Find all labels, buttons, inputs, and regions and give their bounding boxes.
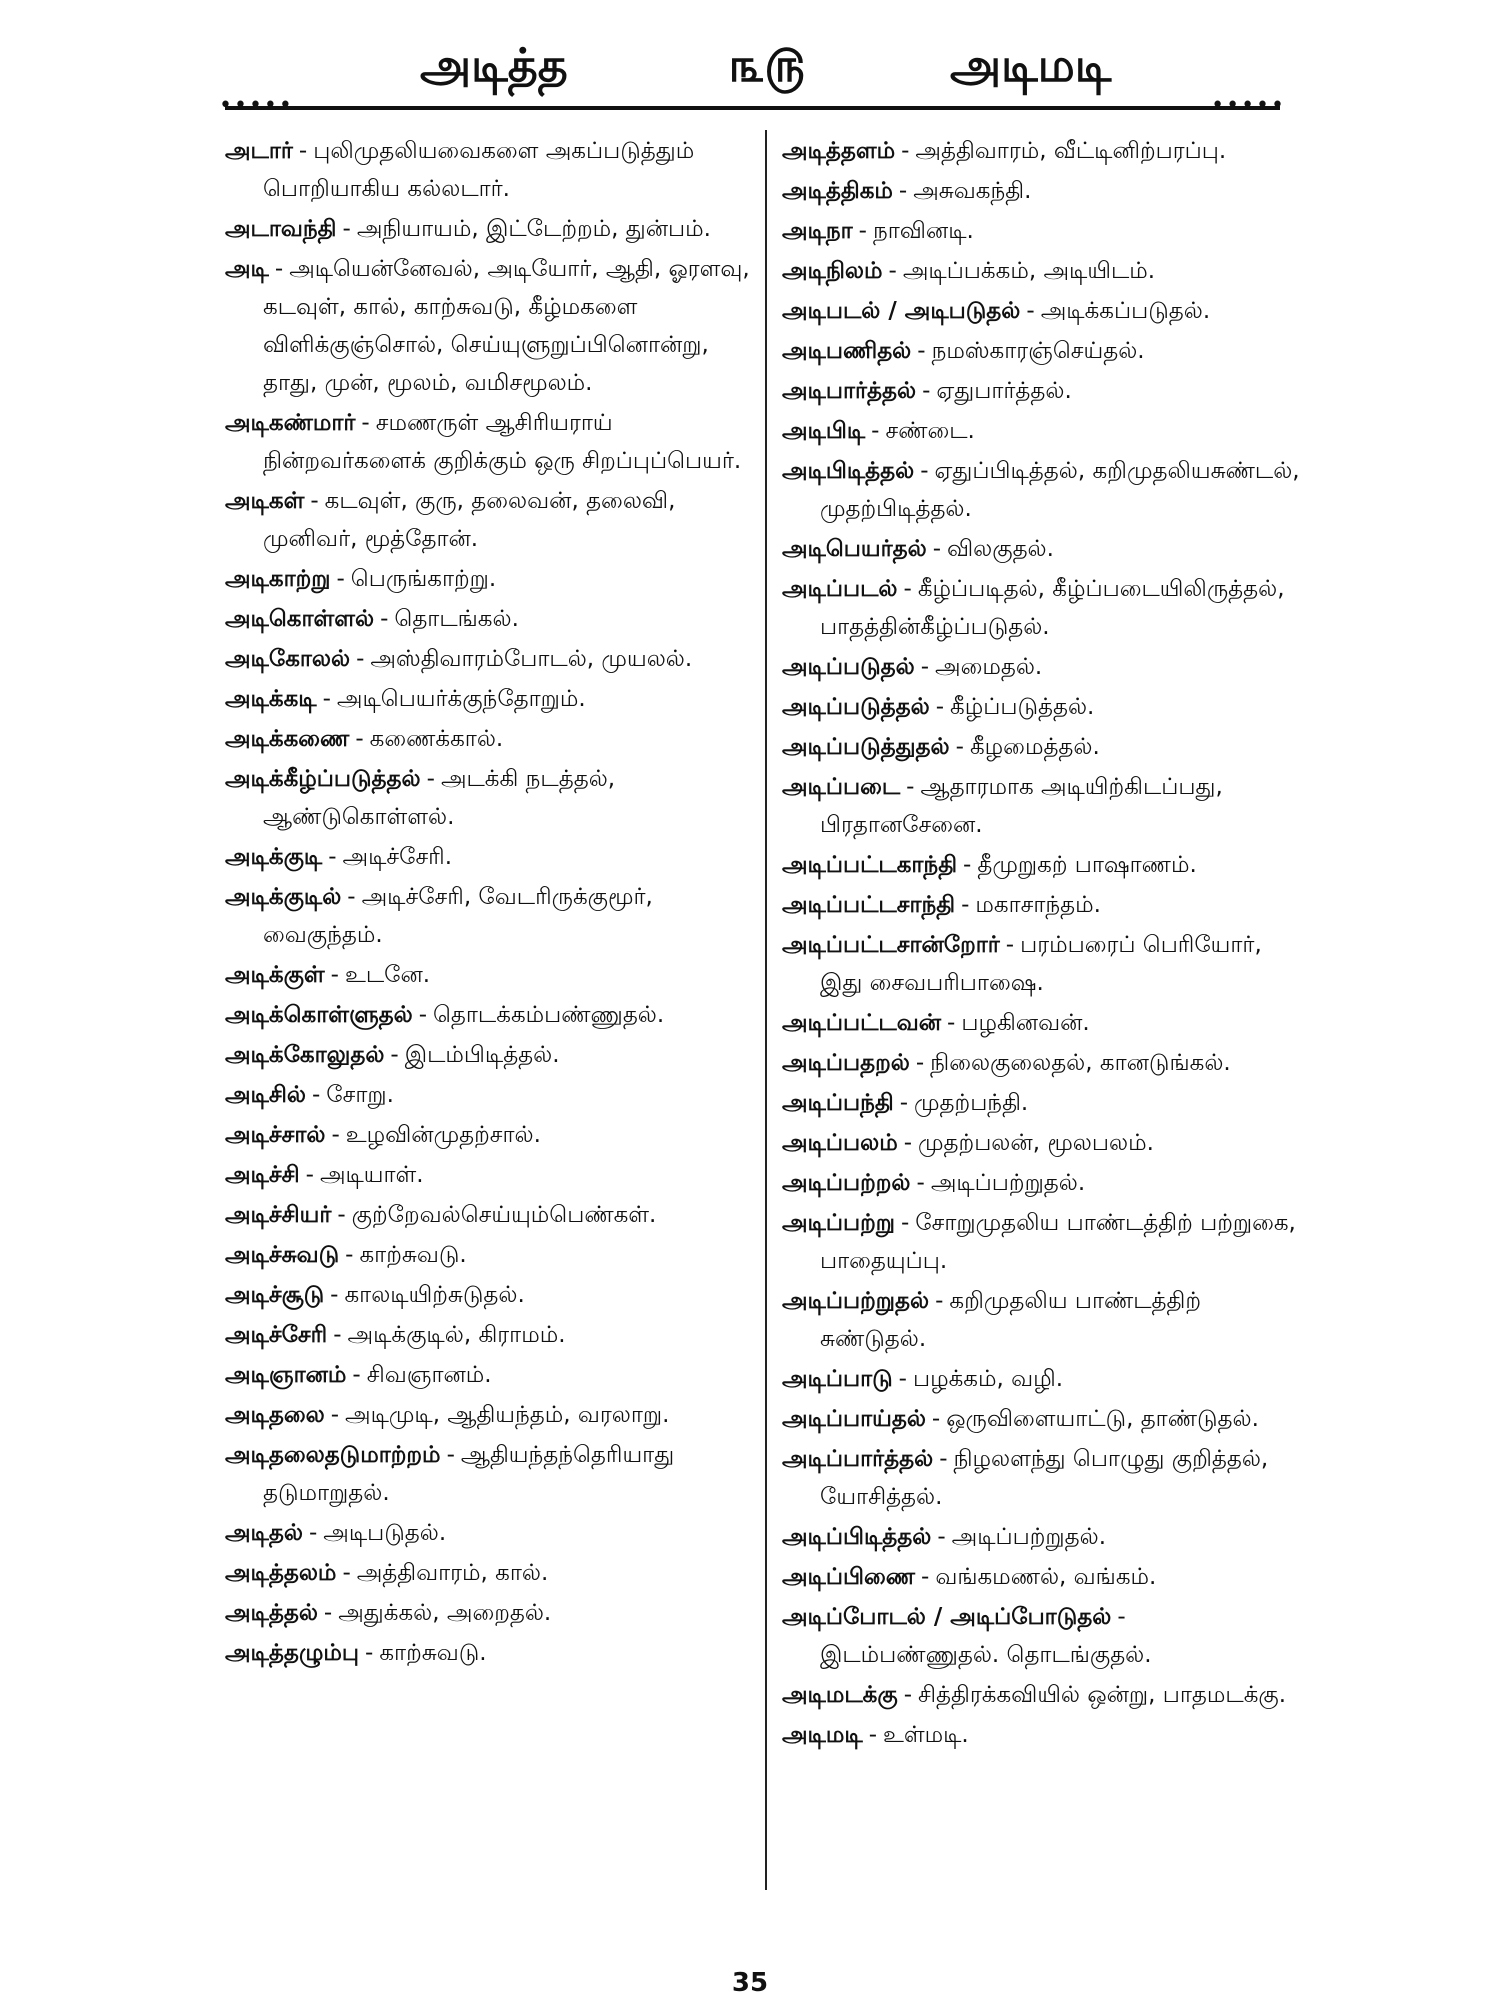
separator: - (858, 218, 867, 244)
definition: அத்திவாரம், கால். (356, 1560, 549, 1586)
separator: - (888, 258, 897, 284)
dictionary-entry (225, 1156, 750, 1194)
dictionary-entry (225, 250, 750, 402)
separator: - (900, 1210, 910, 1236)
headword: அடிப்படை (782, 774, 901, 800)
dictionary-entry (225, 1076, 750, 1114)
definition: அடிச்சேரி. (342, 844, 453, 870)
headword: அடிதலைதடுமாற்றம் (225, 1442, 441, 1468)
dictionary-entry (225, 1356, 750, 1394)
separator: - (336, 566, 345, 592)
column-divider (765, 130, 767, 1890)
dictionary-entry (782, 1598, 1302, 1674)
separator: - (418, 1002, 428, 1028)
definition: ஆதாரமாக அடியிற்கிடப்பது, பிரதானசேனை. (820, 774, 1223, 838)
headword: அடிச்சேரி (225, 1322, 328, 1348)
definition: கீழ்ப்படிதல், கீழ்ப்படையிலிருத்தல், பாதத்தின்கீழ்ப்படுதல். (820, 576, 1285, 640)
dictionary-entry (225, 1316, 750, 1354)
definition: ஆதியந்தந்தெரியாது தடுமாறுதல். (263, 1442, 675, 1506)
definition: நிலைகுலைதல், கானடுங்கல். (930, 1050, 1231, 1076)
separator: - (903, 576, 912, 602)
dictionary-entry (225, 838, 750, 876)
definition: அடிபெயர்க்குந்தோறும். (336, 686, 586, 712)
headword: அடிப்பட்டகாந்தி (782, 852, 958, 878)
headword: அடித்திகம் (782, 178, 893, 204)
headword: அடிப்பலம் (782, 1130, 898, 1156)
separator: - (274, 256, 284, 282)
dictionary-entry (782, 688, 1302, 726)
separator: - (426, 766, 435, 792)
dictionary-entry (225, 210, 750, 248)
dictionary-entry (225, 1236, 750, 1274)
definition: காற்சுவடு. (379, 1640, 487, 1666)
separator: - (298, 138, 308, 164)
headword: அடிபடல் / அடிபடுதல் (782, 298, 1021, 324)
definition: சோறுமுதலிய பாண்டத்திற் பற்றுகை, பாதையுப்பு. (820, 1210, 1296, 1274)
dictionary-entry (225, 1554, 750, 1592)
headword: அடிப்பற்றுதல் (782, 1288, 930, 1314)
dictionary-entry (782, 372, 1302, 410)
separator: - (935, 694, 944, 720)
headword: அடிப்பாய்தல் (782, 1406, 926, 1432)
headword: அடிப்பட்டவன் (782, 1010, 942, 1036)
dictionary-entry (782, 132, 1302, 170)
definition: கறிமுதலிய பாண்டத்திற் சுண்டுதல். (820, 1288, 1202, 1352)
separator: - (961, 892, 970, 918)
headword: அடிப்பட்டசான்றோர் (782, 932, 1000, 958)
separator: - (328, 844, 337, 870)
definition: அசுவகந்தி. (913, 178, 1032, 204)
headword: அடிச்சுவடு (225, 1242, 340, 1268)
separator: - (931, 1406, 941, 1432)
dictionary-entry (225, 878, 750, 954)
definition: இடம்பிடித்தல். (404, 1042, 560, 1068)
separator: - (955, 734, 964, 760)
headword: அடிப்பிணை (782, 1564, 915, 1590)
definition: காற்சுவடு. (359, 1242, 467, 1268)
definition: ஏதுப்பிடித்தல், கறிமுதலியசுண்டல், முதற்பிடித்தல். (820, 458, 1300, 522)
dictionary-entry (225, 1276, 750, 1314)
separator: - (922, 378, 931, 404)
dictionary-entry (225, 404, 750, 480)
definition: சமணருள் ஆசிரியராய் நின்றவர்களைக் குறிக்கும் ஒரு சிறப்புப்பெயர். (263, 410, 742, 474)
dictionary-entry (782, 1282, 1302, 1358)
headword: அடிக்குடில் (225, 884, 342, 910)
dictionary-entry (782, 1360, 1302, 1398)
headword: அடிப்படல் (782, 576, 898, 602)
headword: அடிக்கோலுதல் (225, 1042, 385, 1068)
headword: அடிகண்மார் (225, 410, 356, 436)
headword: அடிச்சூடு (225, 1282, 325, 1308)
dictionary-entry (225, 640, 750, 678)
separator: - (337, 1202, 346, 1228)
dictionary-entry (225, 956, 750, 994)
header-rule (225, 106, 1280, 110)
separator: - (380, 606, 389, 632)
dictionary-entry (782, 412, 1302, 450)
definition: அதுக்கல், அறைதல். (338, 1600, 552, 1626)
center-mark: ௩௫ (730, 38, 806, 92)
headword: அடிக்குள் (225, 962, 325, 988)
dictionary-entry (782, 1164, 1302, 1202)
dictionary-entry (225, 1634, 750, 1672)
separator: - (935, 1288, 944, 1314)
separator: - (330, 962, 339, 988)
headword: அடிச்சி (225, 1162, 300, 1188)
dictionary-entry (782, 768, 1302, 844)
separator: - (903, 1682, 913, 1708)
headword: அடிப்பட்டசாந்தி (782, 892, 956, 918)
headword: அடிப்படுத்தல் (782, 694, 930, 720)
dictionary-entry (782, 1204, 1302, 1280)
separator: - (1117, 1604, 1126, 1630)
dictionary-entry (782, 1044, 1302, 1082)
headword: அடிப்பதறல் (782, 1050, 910, 1076)
definition: முதற்பலன், மூலபலம். (918, 1130, 1154, 1156)
definition: முதற்பந்தி. (914, 1090, 1029, 1116)
headword: அடிப்போடல் / அடிப்போடுதல் (782, 1604, 1112, 1630)
separator: - (915, 1050, 925, 1076)
separator: - (903, 1130, 913, 1156)
separator: - (390, 1042, 399, 1068)
dictionary-entry (225, 1116, 750, 1154)
separator: - (323, 1600, 333, 1626)
dictionary-entry (782, 1400, 1302, 1438)
separator: - (345, 1242, 354, 1268)
headword: அடிச்சால் (225, 1122, 326, 1148)
separator: - (901, 138, 910, 164)
headword: அடிமடக்கு (782, 1682, 898, 1708)
definition: தொடக்கம்பண்ணுதல். (433, 1002, 665, 1028)
separator: - (906, 774, 915, 800)
headword: அடித்தலம் (225, 1560, 337, 1586)
separator: - (347, 884, 356, 910)
definition: கடவுள், குரு, தலைவன், தலைவி, முனிவர், மூத்தோன். (263, 488, 676, 552)
dictionary-entry (225, 560, 750, 598)
headword: அடித்தல் (225, 1600, 318, 1626)
headword: அடிமடி (782, 1722, 863, 1748)
dictionary-entry (782, 846, 1302, 884)
headword: அடாவந்தி (225, 216, 337, 242)
right-guide-word: அடிமடி (950, 38, 1112, 92)
headword: அடிபார்த்தல் (782, 378, 917, 404)
separator: - (322, 686, 331, 712)
definition: அடிப்பற்றுதல். (951, 1524, 1107, 1550)
separator: - (1026, 298, 1035, 324)
definition: பெருங்காற்று. (350, 566, 497, 592)
headword: அடிப்பற்றல் (782, 1170, 911, 1196)
definition: தீமுறுகற் பாஷாணம். (977, 852, 1197, 878)
separator: - (342, 216, 351, 242)
dictionary-entry (225, 1514, 750, 1552)
headword: அடிபிடி (782, 418, 866, 444)
headword: அடிப்படுத்துதல் (782, 734, 950, 760)
headword: அடிகள் (225, 488, 305, 514)
definition: பரம்பரைப் பெரியோர், இது சைவபரிபாஷை. (820, 932, 1262, 996)
definition: அமைதல். (935, 654, 1043, 680)
headword: அடிக்கீழ்ப்படுத்தல் (225, 766, 421, 792)
dictionary-entry (782, 172, 1302, 210)
definition: சண்டை. (885, 418, 975, 444)
definition: மகாசாந்தம். (975, 892, 1101, 918)
headword: அடிக்கடி (225, 686, 317, 712)
definition: சோறு. (326, 1082, 394, 1108)
headword: அடி (225, 256, 269, 282)
headword: அடிப்பற்று (782, 1210, 895, 1236)
definition: ஏதுபார்த்தல். (936, 378, 1072, 404)
separator: - (916, 1170, 925, 1196)
dictionary-entry (225, 760, 750, 836)
definition: இடம்பண்ணுதல். தொடங்குதல். (820, 1642, 1152, 1668)
definition: உடனே. (344, 962, 431, 988)
headword: அடித்தளம் (782, 138, 896, 164)
separator: - (352, 1362, 361, 1388)
separator: - (305, 1162, 314, 1188)
dictionary-entry (782, 1558, 1302, 1596)
separator: - (921, 1564, 930, 1590)
dictionary-entry (782, 1676, 1302, 1714)
definition: நிழலளந்து பொழுது குறித்தல், யோசித்தல். (820, 1446, 1269, 1510)
headword: அடிதலை (225, 1402, 325, 1428)
right-column (782, 132, 1302, 1756)
page-number: 35 (731, 1968, 769, 1998)
dictionary-entry (225, 1196, 750, 1234)
headword: அடிப்பிடித்தல் (782, 1524, 932, 1550)
definition: அடிப்பற்றுதல். (930, 1170, 1086, 1196)
separator: - (1005, 932, 1015, 958)
definition: நாவினடி. (872, 218, 974, 244)
definition: அடிக்கப்படுதல். (1040, 298, 1211, 324)
headword: அடிதல் (225, 1520, 303, 1546)
definition: அடிமுடி, ஆதியந்தம், வரலாறு. (345, 1402, 670, 1428)
headword: அடிநிலம் (782, 258, 883, 284)
dictionary-entry (225, 1436, 750, 1512)
dictionary-entry (225, 680, 750, 718)
separator: - (939, 1446, 948, 1472)
definition: வங்கமணல், வங்கம். (935, 1564, 1157, 1590)
separator: - (898, 178, 908, 204)
definition: கீழ்ப்படுத்தல். (950, 694, 1095, 720)
dictionary-entry (782, 252, 1302, 290)
dictionary-entry (782, 1004, 1302, 1042)
dictionary-entry (782, 1440, 1302, 1516)
separator: - (947, 1010, 956, 1036)
headword: அடிக்கணை (225, 726, 350, 752)
separator: - (308, 1520, 318, 1546)
definition: காலடியிற்சுடுதல். (344, 1282, 525, 1308)
headword: அடிப்பந்தி (782, 1090, 894, 1116)
dictionary-entry (782, 212, 1302, 250)
separator: - (868, 1722, 877, 1748)
headword: அடார் (225, 138, 293, 164)
dictionary-entry (782, 926, 1302, 1002)
dictionary-entry (225, 482, 750, 558)
dictionary-entry (782, 452, 1302, 528)
dictionary-entry (782, 1716, 1302, 1754)
dictionary-entry (225, 132, 750, 208)
definition: அடிக்குடில், கிராமம். (347, 1322, 566, 1348)
definition: பழக்கம், வழி. (912, 1366, 1064, 1392)
separator: - (356, 646, 365, 672)
definition: சித்திரக்கவியில் ஒன்று, பாதமடக்கு. (918, 1682, 1287, 1708)
headword: அடிநா (782, 218, 853, 244)
separator: - (355, 726, 364, 752)
separator: - (898, 1366, 907, 1392)
definition: கீழமைத்தல். (969, 734, 1100, 760)
separator: - (920, 654, 930, 680)
headword: அடிகாற்று (225, 566, 331, 592)
headword: அடிபிடித்தல் (782, 458, 915, 484)
definition: அடிப்பக்கம், அடியிடம். (902, 258, 1156, 284)
separator: - (446, 1442, 455, 1468)
headword: அடிபணிதல் (782, 338, 912, 364)
separator: - (311, 1082, 321, 1108)
definition: விலகுதல். (947, 536, 1054, 562)
headword: அடிக்கொள்ளுதல் (225, 1002, 413, 1028)
separator: - (331, 1122, 340, 1148)
headword: அடிபெயர்தல் (782, 536, 927, 562)
separator: - (917, 338, 926, 364)
separator: - (932, 536, 942, 562)
headword: அடிப்பார்த்தல் (782, 1446, 934, 1472)
definition: அத்திவாரம், வீட்டினிற்பரப்பு. (915, 138, 1227, 164)
dictionary-entry (782, 1124, 1302, 1162)
dictionary-entry (782, 530, 1302, 568)
headword: அடிஞானம் (225, 1362, 347, 1388)
dictionary-entry (225, 1036, 750, 1074)
separator: - (330, 1402, 340, 1428)
definition: குற்றேவல்செய்யும்பெண்கள். (351, 1202, 657, 1228)
headword: அடிப்பாடு (782, 1366, 893, 1392)
left-guide-word: அடித்த (420, 38, 568, 92)
separator: - (365, 1640, 374, 1666)
definition: பழகினவன். (961, 1010, 1090, 1036)
separator: - (342, 1560, 351, 1586)
definition: அடக்கி நடத்தல், ஆண்டுகொள்ளல். (263, 766, 616, 830)
dictionary-entry (782, 292, 1302, 330)
definition: கணைக்கால். (369, 726, 504, 752)
separator: - (963, 852, 972, 878)
dictionary-entry (225, 720, 750, 758)
headword: அடிகொள்ளல் (225, 606, 375, 632)
separator: - (310, 488, 319, 514)
dictionary-entry (225, 996, 750, 1034)
dictionary-entry (782, 728, 1302, 766)
separator: - (920, 458, 929, 484)
dictionary-entry (782, 332, 1302, 370)
definition: தொடங்கல். (394, 606, 519, 632)
dictionary-entry (782, 648, 1302, 686)
separator: - (899, 1090, 909, 1116)
dictionary-entry (782, 1084, 1302, 1122)
separator: - (871, 418, 880, 444)
definition: ஒருவிளையாட்டு, தாண்டுதல். (946, 1406, 1259, 1432)
dictionary-entry (225, 1396, 750, 1434)
headword: அடிப்படுதல் (782, 654, 915, 680)
definition: நமஸ்காரஞ்செய்தல். (931, 338, 1145, 364)
separator: - (333, 1322, 342, 1348)
definition: அஸ்திவாரம்போடல், முயலல். (370, 646, 693, 672)
definition: அடிச்சேரி, வேடரிருக்குமூர், வைகுந்தம். (263, 884, 653, 948)
dictionary-entry (782, 886, 1302, 924)
headword: அடிகோலல் (225, 646, 351, 672)
definition: அநியாயம், இட்டேற்றம், துன்பம். (356, 216, 711, 242)
definition: உள்மடி. (883, 1722, 969, 1748)
definition: சிவஞானம். (366, 1362, 492, 1388)
headword: அடித்தழும்பு (225, 1640, 360, 1666)
dictionary-entry (225, 1594, 750, 1632)
definition: அடியாள். (319, 1162, 424, 1188)
definition: உழவின்முதற்சால். (345, 1122, 541, 1148)
left-column (225, 132, 750, 1674)
headword: அடிசில் (225, 1082, 306, 1108)
separator: - (361, 410, 370, 436)
dictionary-entry (782, 570, 1302, 646)
dictionary-entry (225, 600, 750, 638)
headword: அடிக்குடி (225, 844, 323, 870)
separator: - (937, 1524, 946, 1550)
separator: - (330, 1282, 339, 1308)
definition: அடியென்னேவல், அடியோர், ஆதி, ஓரளவு, கடவுள், கால், காற்சுவடு, கீழ்மகளை விளிக்குஞ்சொல், செய்யுளுறுப்பினொன்று, தாது, முன், மூலம், வமிசமூலம். (263, 256, 750, 396)
dictionary-entry (782, 1518, 1302, 1556)
headword: அடிச்சியர் (225, 1202, 332, 1228)
definition: புலிமுதலியவைகளை அகப்படுத்தும் பொறியாகிய கல்லடார். (263, 138, 695, 202)
definition: அடிபடுதல். (323, 1520, 447, 1546)
